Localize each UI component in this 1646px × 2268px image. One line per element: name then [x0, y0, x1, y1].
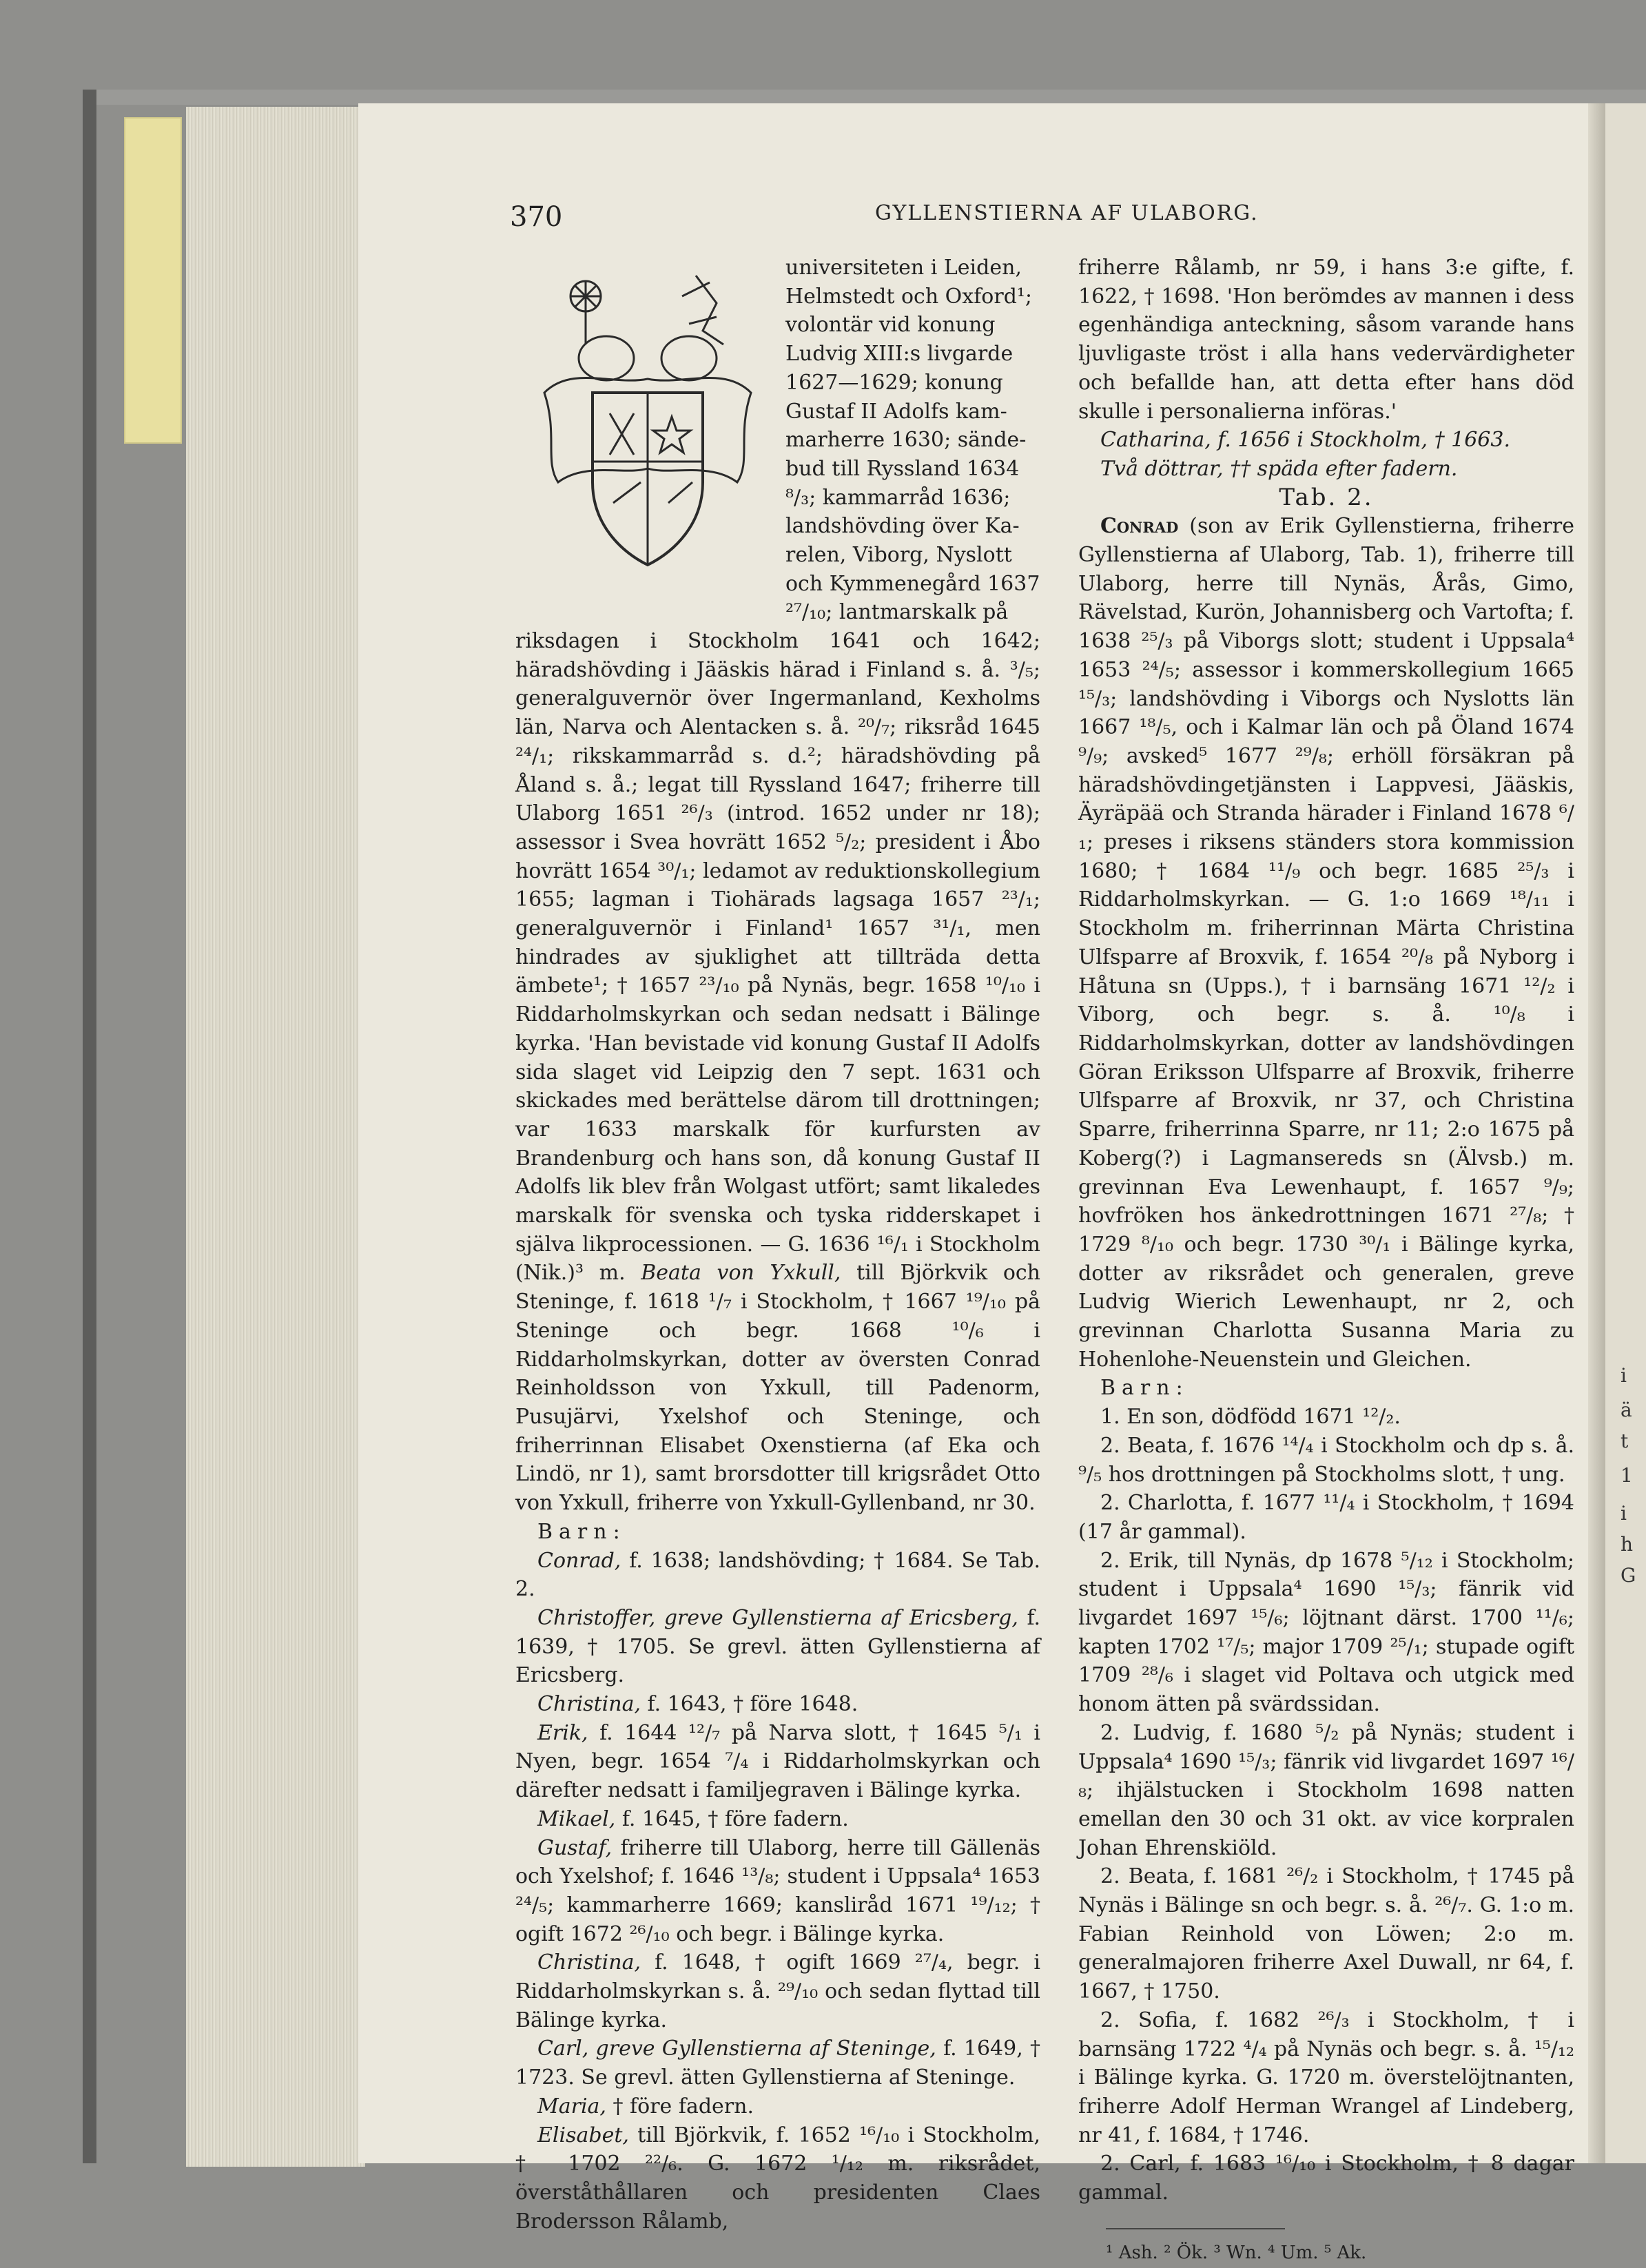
child-entry: Två döttrar, †† späda efter fadern.	[1100, 456, 1458, 481]
text-line: bud till Ryssland 1634	[785, 456, 1020, 481]
child-entry: Erik, f. 1644 ¹²/₇ på Narva slott, † 1645 ⁵/₁ i Nyen, begr. 1654 ⁷/₄ i Riddarholmskyrkan och därefter nedsatt i familjegraven i Bälinge kyrka.	[515, 1720, 1040, 1803]
child-entry: Conrad, f. 1638; landshövding; † 1684. Se Tab. 2.	[515, 1548, 1040, 1602]
next-page-char: h	[1621, 1533, 1634, 1556]
children-label: Barn:	[537, 1519, 626, 1544]
page-stack	[186, 107, 365, 2167]
children-label: Barn:	[1100, 1376, 1189, 1401]
next-page-char: ä	[1621, 1399, 1632, 1421]
next-page-char: G	[1621, 1564, 1636, 1587]
text-line: universiteten i Leiden,	[785, 256, 1022, 280]
paragraph	[1078, 512, 1574, 1374]
child-entry: Carl, greve Gyllenstierna af Steninge, f. 1649, † 1723. Se grevl. ätten Gyllenstierna af Steninge.	[515, 2037, 1040, 2090]
next-page-char: 1	[1621, 1464, 1633, 1487]
text-line: 1627—1629; konung	[785, 370, 1003, 395]
footnote-divider	[1106, 2228, 1285, 2229]
child-entry: 2. Beata, f. 1676 ¹⁴/₄ i Stockholm och dp s. å. ⁹/₅ hos drottningen på Stockholms slott, † ung.	[1078, 1433, 1574, 1487]
paragraph-text: till Björkvik och Steninge, f. 1618 ¹/₇ i Stockholm, † 1667 ¹⁹/₁₀ på Steninge och begr. 1668 ¹⁰/₆ i Riddarholmskyrkan, dotter av översten Conrad Reinholdsson von Yxkull, till Padenorm, Pusujärvi, Yxelshof och Steninge, och friherrinnan Elisabet Oxenstierna (af Eka och Lindö, nr 1), samt brorsdotter till krigsrådet Otto von Yxkull, friherre von Yxkull-Gyllenband, nr 30.	[515, 1261, 1040, 1516]
child-entry: Gustaf, friherre till Ulaborg, herre till Gällenäs och Yxelshof; f. 1646 ¹³/₈; student i Uppsala⁴ 1653 ²⁴/₅; kammarherre 1669; kanslіråd 1671 ¹⁹/₁₂; † ogift 1672 ²⁶/₁₀ och begr. i Bälinge kyrka.	[515, 1835, 1040, 1946]
child-entry: Maria, † före fadern.	[537, 2094, 754, 2118]
text-line: Gustaf II Adolfs kam-	[785, 399, 1007, 424]
coat-of-arms-icon	[531, 255, 765, 579]
child-entry: Christina, f. 1643, † före 1648.	[537, 1692, 858, 1717]
text-line: landshövding över Ka-	[785, 514, 1020, 539]
next-page-fragment	[1605, 103, 1646, 2163]
child-entry: 2. Beata, f. 1681 ²⁶/₂ i Stockholm, † 1745 på Nynäs i Bälinge sn och begr. s. å. ²⁶/₇. G. 1:o m. Fabian Reinhold von Löwen; 2:o m. generalmajoren friherre Axel Duwall, nr 64, f. 1667, † 1750.	[1078, 1864, 1574, 2004]
spouse-name: Beata von Yxkull,	[641, 1261, 841, 1286]
child-entry: 2. Erik, till Nynäs, dp 1678 ⁵/₁₂ i Stockholm; student i Uppsala⁴ 1690 ¹⁵/₃; fänrik vid livgardet 1697 ¹⁵/₆; löjtnant därst. 1700 ¹¹/₆; kapten 1702 ¹⁷/₅; major 1709 ²⁵/₁; stupade ogift 1709 ²⁸/₆ i slaget vid Poltava och utgick med honom ätten på svärdssidan.	[1078, 1548, 1574, 1717]
text-line: Ludvig XIII:s livgarde	[785, 342, 1014, 367]
text-line: Helmstedt och Oxford¹;	[785, 284, 1033, 309]
child-entry: Mikael, f. 1645, † före fadern.	[537, 1806, 849, 1831]
child-entry: Christoffer, greve Gyllenstierna af Ericsberg, f. 1639, † 1705. Se grevl. ätten Gyllenstierna af Ericsberg.	[515, 1605, 1041, 1688]
text-line: ²⁷/₁₀; lantmarskalk på	[785, 600, 1009, 625]
next-page-char: t	[1621, 1430, 1629, 1452]
left-column-body	[515, 627, 1040, 2236]
book-top-edge	[83, 90, 1646, 105]
child-entry: 2. Sofia, f. 1682 ²⁶/₃ i Stockholm, † i barnsäng 1722 ⁴/₄ på Nynäs och begr. s. å. ¹⁵/₁₂ i Bälinge kyrka. G. 1720 m. överstelöjtnanten, friherre Adolf Herman Wrangel af Lindeberg, nr 41, f. 1684, † 1746.	[1078, 2008, 1574, 2147]
child-entry: Christina, f. 1648, † ogift 1669 ²⁷/₄, begr. i Riddarholmskyrkan s. å. ²⁹/₁₀ och sedan flyttad till Bälinge kyrka.	[515, 1950, 1040, 2032]
right-column	[1078, 254, 1574, 2268]
child-entry: 1. En son, dödfödd 1671 ¹²/₂.	[1100, 1405, 1401, 1430]
book-spine-edge	[83, 90, 96, 2163]
text-line: marherre 1630; sände-	[785, 428, 1027, 453]
child-entry: 2. Charlotta, f. 1677 ¹¹/₄ i Stockholm, † 1694 (17 år gammal).	[1078, 1491, 1574, 1544]
text-line: och Kymmenegård 1637	[785, 571, 1040, 596]
page-gutter	[1588, 103, 1605, 2163]
table-title: Tab. 2.	[1279, 483, 1374, 511]
child-entry: 2. Ludvig, f. 1680 ⁵/₂ på Nynäs; student i Uppsala⁴ 1690 ¹⁵/₃; fänrik vid livgardet 1697 ¹⁶/₈; ihjälstucken i Stockholm 1698 natten emellan den 30 och 31 okt. av vice korpralen Johan Ehrenskiöld.	[1078, 1720, 1574, 1860]
next-page-char: i	[1621, 1502, 1627, 1525]
running-head: GYLLENSTIERNA AF ULABORG.	[875, 201, 1259, 225]
text-line: ⁸/₃; kammarråd 1636;	[785, 485, 1011, 510]
next-page-char: i	[1621, 1364, 1627, 1387]
child-entry: 2. Carl, f. 1683 ¹⁶/₁₀ i Stockholm, † 8 dagar gammal.	[1078, 2152, 1574, 2205]
text-line: relen, Viborg, Nyslott	[785, 543, 1012, 568]
index-tab	[124, 117, 182, 444]
paragraph: friherre Rålamb, nr 59, i hans 3:e gifte, f. 1622, † 1698. 'Hon berömdes av mannen i dess egenhändiga anteckning, såsom varande hans ljuvligaste tröst i alla hans vedervärdigheter och befallde han, att detta efter hans död skulle i personalierna införas.'	[1078, 256, 1574, 424]
paragraph	[515, 627, 1040, 1518]
person-name: Conrad	[1100, 514, 1179, 539]
footnotes: ¹ Ash. ² Ök. ³ Wn. ⁴ Um. ⁵ Ak.	[1106, 2242, 1367, 2263]
child-entry: Elisabet, till Björkvik, f. 1652 ¹⁶/₁₀ i Stockholm, † 1702 ²²/₆. G. 1672 ¹/₁₂ m. riksrådet, överståthållaren och presidenten Claes Brodersson Rålamb,	[515, 2123, 1040, 2234]
left-column	[785, 254, 1040, 627]
paragraph-text: (son av Erik Gyllenstierna, friherre Gyllenstierna af Ulaborg, Tab. 1), friherre till Ulaborg, herre till Nynäs, Årås, Gimo, Rävelstad, Kurön, Johannisberg och Vartofta; f. 1638 ²⁵/₃ på Viborgs slott; student i Uppsala⁴ 1653 ²⁴/₅; assessor i kommerskollegium 1665 ¹⁵/₃; landshövding i Viborgs och Nyslotts län 1667 ¹⁸/₅, och i Kalmar län och på Öland 1674 ⁹/₉; avsked⁵ 1677 ²⁹/₈; erhöll försäkran på häradshövdingetjänsten i Lappvesi, Jääskis, Äyräpää och Stranda härader i Finland 1678 ⁶/₁; preses i riksens ständers stora kommission 1680; † 1684 ¹¹/₉ och begr. 1685 ²⁵/₃ i Riddarholmskyrkan. — G. 1:o 1669 ¹⁸/₁₁ i Stockholm m. friherrinnan Märta Christina Ulfsparre af Broxvik, f. 1654 ²⁰/₈ på Nyborg i Håtuna sn (Upps.), † i barnsäng 1671 ¹²/₂ i Viborg, och begr. s. å. ¹⁰/₈ i Riddarholmskyrkan, dotter av landshövdingen Göran Eriksson Ulfsparre af Broxvik, friherre Ulfsparre af Broxvik, nr 37, och Christina Sparre, friherrinna Sparre, nr 11; 2:o 1675 på Koberg(?) i Lagmansereds sn (Älvsb.) m. grevinnan Eva Lewenhaupt, f. 1657 ⁹/₉; hovfröken hos änkedrottningen 1671 ²⁷/₈; † 1729 ⁸/₁₀ och begr. 1730 ³⁰/₁ i Bälinge kyrka, dotter av riksrådet och generalen, greve Ludvig Wierich Lewenhaupt, nr 2, och grevinnan Charlotta Susanna Maria zu Hohenlohe-Neuenstein und Gleichen.	[1078, 514, 1574, 1372]
paragraph-text: riksdagen i Stockholm 1641 och 1642; häradshövding i Jääskis härad i Finland s. å. ³/₅; generalguvernör över Ingermanland, Kexholms län, Narva och Alentacken s. å. ²⁰/₇; riksråd 1645 ²⁴/₁; rikskammarråd s. d.²; häradshövding på Åland s. å.; legat till Ryssland 1647; friherre till Ulaborg 1651 ²⁶/₃ (introd. 1652 under nr 18); assessor i Svea hovrätt 1652 ⁵/₂; president i Åbo hovrätt 1654 ³⁰/₁; ledamot av reduktionskollegium 1655; lagman i Tiohärads lagsaga 1657 ²³/₁; generalguvernör i Finland¹ 1657 ³¹/₁, men hindrades av sjuklighet att tillträda detta ämbete¹; † 1657 ²³/₁₀ på Nynäs, begr. 1658 ¹⁰/₁₀ i Riddarholmskyrkan och sedan nedsatt i Bälinge kyrka. 'Han bevistade vid konung Gustaf II Adolfs sida slaget vid Leipzig den 7 sept. 1631 och skickades med berättelse därom till drottningen; var 1633 marskalk för kurfursten av Brandenburg och hans son, då konung Gustaf II Adolfs lik blev från Wolgast utfört; samt likaledes marskalk för svenska och tyska ridderskapet i själva likprocessionen. — G. 1636 ¹⁶/₁ i Stockholm (Nik.)³ m.	[515, 629, 1040, 1286]
text-line: volontär vid konung	[785, 313, 996, 338]
child-entry: Catharina, f. 1656 i Stockholm, † 1663.	[1100, 428, 1511, 453]
page-number: 370	[510, 201, 563, 233]
